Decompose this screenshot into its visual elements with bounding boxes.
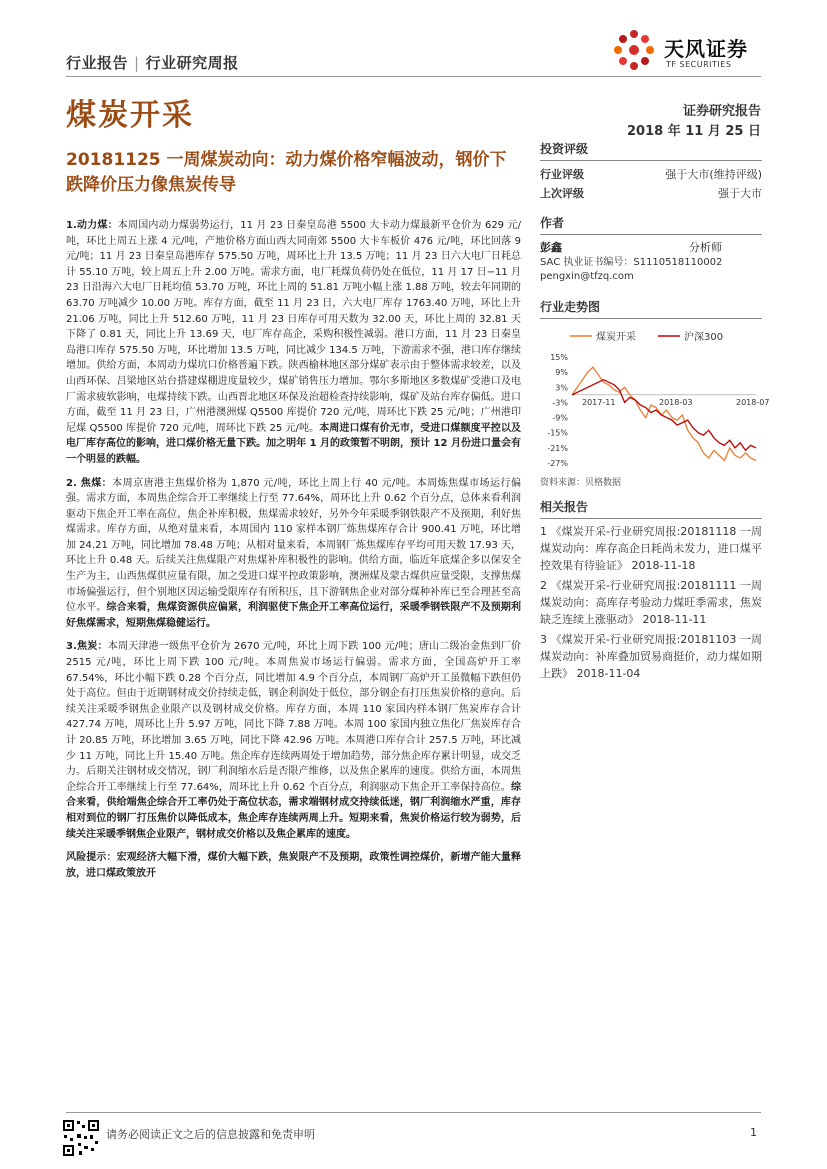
- author-certificate: SAC 执业证书编号：S1110518110002: [540, 257, 723, 268]
- report-type-left: 行业报告: [66, 54, 129, 72]
- risk-lead: 风险提示：: [66, 852, 117, 864]
- related-reports-header: 相关报告: [540, 498, 762, 519]
- report-type: [66, 52, 239, 73]
- main-content: [66, 218, 521, 889]
- industry-rating-value: 强于大市(维持评级): [665, 168, 762, 181]
- y-tick-label: 3%: [555, 383, 568, 393]
- thermal-coal-lead: 1.动力煤：: [66, 220, 118, 231]
- report-kind: 证券研究报告: [682, 104, 761, 119]
- report-type-right: 行业研究周报: [145, 54, 239, 72]
- y-tick-label: -3%: [552, 398, 568, 408]
- industry-rating-label: 行业评级: [540, 168, 584, 181]
- thermal-coal-paragraph: [66, 218, 521, 468]
- chart-header: 行业走势图: [540, 298, 762, 319]
- sector-title: 煤炭开采: [66, 98, 194, 133]
- y-tick-label: -21%: [547, 443, 568, 453]
- author-name: 彭鑫: [540, 241, 562, 254]
- previous-rating-value: 强于大市: [718, 187, 762, 200]
- author-header: 作者: [540, 214, 762, 235]
- x-tick-label: 2017-11: [582, 397, 616, 407]
- previous-rating-label: 上次评级: [540, 187, 584, 200]
- x-tick-label: 2018-07: [736, 397, 770, 407]
- coking-coal-paragraph: [66, 476, 521, 632]
- coking-coal-text: 本周京唐港主焦煤价格为 1,870 元/吨，环比上周上行 40 元/吨。本周炼焦煤市场运行偏强。需求方面，本周焦企综合开工率继续上行至 77.64%，周环比上升 0.62 个百分点，总体来看利润驱动下焦企开工率在高位，焦企补库积极，焦煤需求较好，另外今年采暖季钢铁限产不及预期，利好焦煤需求。库存方面，从绝对量来看，本周国内 110 家样本钢厂炼焦煤库存合计 900.41 万吨，环比增加 24.21 万吨，同比增加 78.48 万吨；从相对量来看，本周钢厂炼焦煤库存平均可用天数 17.93 天，环比上升 0.48 天。后续关注焦煤限产对焦煤补库积极性的影响。供给方面，临近年底煤企多以保安全生产为主，山西焦煤供应量有限，加之受进口煤平控政策影响，澳洲煤及蒙古煤供应量受限，支撑焦煤市场偏强运行，但个别地区因运输受限库存有所积压，且下游钢焦企业对部分煤种补库已至合理甚至高位水平。: [66, 477, 521, 614]
- tf-securities-logo: [612, 28, 772, 76]
- coking-coal-lead: 2. 焦煤：: [66, 477, 113, 489]
- coke-summary: 综合来看，供给端焦企综合开工率仍处于高位状态，需求端钢材成交持续低迷，钢厂利润缩水严重，库存相对到位的钢厂打压焦价以降低成本，焦企库存连续两周上升。短期来看，焦炭价格运行较为弱势，后续关注采暖季钢焦企业限产，钢材成交价格以及焦企累库的速度。: [66, 781, 521, 840]
- thermal-coal-text: 本周国内动力煤弱势运行，11 月 23 日秦皇岛港 5500 大卡动力煤最新平仓价为 629 元/吨，环比上周五上涨 4 元/吨，产地价格方面山西大同南郊 5500 大卡车板价 476 元/吨，环比回落 9 元/吨；11 月 23 日秦皇岛港库存 575.50 万吨，周环比上升 13.5 万吨；11 月 23 日六大电厂日耗总计 55.10 万吨，较上周五上升 2.00 万吨。需求方面，电厂耗煤负荷仍处在低位，11 月 17 日−11 月 23 日沿海六大电厂日耗均值 53.70 万吨，环比上周的 51.81 万吨小幅上涨 1.88 万吨，较去年同期的 63.70 万吨减少 10.00 万吨。库存方面，截至 11 月 23 日，六大电厂库存 1763.40 万吨，环比上升 21.06 万吨，同比上升 512.60 万吨，11 月 23 日库存可用天数为 32.00 天，环比上周的 32.81 天下降了 0.81 天，同比上升 13.69 天，电厂库存高企，采购积极性减弱。港口方面，11 月 23 日秦皇岛港口库存 575.50 万吨，环比增加 13.5 万吨，同比减少 134.5 万吨，下游需求不强，港口库存继续增加。供给方面，本周动力煤坑口价格普遍下跌。陕西榆林地区部分煤矿表示由于整体需求较差，以及山西环保、吕梁地区站台搭建煤棚进度量较少，煤矿销售压力增加。鄂尔多斯地区多数煤矿受港口及电厂需求疲软影响，电煤持续下跌。山西晋北地区环保及治超检查持续影响，煤矿及站台库存偏低。进口方面，截至 11 月 23 日，广州港澳洲煤 Q5500 库提价 720 元/吨，周环比下跌 25 元/吨；广州港印尼煤 Q5500 库提价 720 元/吨，周环比下跌 25 元/吨。: [66, 220, 522, 434]
- x-tick-label: 2018-03: [659, 397, 693, 407]
- coke-text: 本周天津港一级焦平仓价为 2670 元/吨，环比上周下跌 100 元/吨；唐山二级冶金焦到厂价 2515 元/吨，环比上周下跌 100 元/吨。本周焦炭市场运行偏弱。需求方面，全国高炉开工率 67.54%，环比小幅下跌 0.28 个百分点，同比增加 4.9 个百分点，本周钢厂高炉开工虽微幅下跌但仍处于高位。但由于近期钢材成交价持续走低，钢企利润处于低位，部分钢企有打压焦炭价格的意向。后续关注采暖季钢焦企业限产以及钢材成交价格。库存方面，本周 110 家国内样本钢厂焦炭库存合计 427.74 万吨，周环比上升 5.97 万吨，同比下降 7.88 万吨。本周 100 家国内独立焦化厂焦炭库存合计 20.85 万吨，环比增加 3.65 万吨，同比下降 42.96 万吨。本周港口库存合计 257.5 万吨，环比减少 11 万吨，同比上升 15.40 万吨。焦企库存连续两周处于增加趋势，部分焦企库存累计明显，成交乏力。后期关注钢材成交情况，钢厂利润缩水后是否限产维修，以及焦企累库的速度。供给方面，本周焦企综合开工率继续上行至 77.64%，周环比上升 0.62 个百分点，利润驱动下焦企开工率保持高位。: [66, 641, 521, 793]
- report-headline: 20181125 一周煤炭动向：动力煤价格窄幅波动，钢价下跌降价压力像焦炭传导: [66, 150, 507, 195]
- rating-header: 投资评级: [540, 140, 762, 161]
- series-line-csi300: [572, 380, 756, 451]
- rating-block: [540, 140, 762, 203]
- thermal-coal-summary: 本周进口煤有价无市，受进口煤额度平控以及电厂库存高位的影响，进口煤价格无量下跌。加之明年 1 月的政策暂不明朗，预计 12 月份进口量会有一个明显的跌幅。: [66, 422, 521, 465]
- legend-label: 沪深300: [684, 332, 724, 343]
- y-tick-label: -9%: [552, 413, 568, 423]
- coking-coal-summary: 综合来看，焦煤资源供应偏紧，利润驱使下焦企开工率高位运行，采暖季钢铁限产不及预期利好焦煤需求，短期焦煤稳健运行。: [66, 602, 522, 629]
- author-email[interactable]: pengxin@tfzq.com: [540, 271, 634, 282]
- coke-paragraph: [66, 639, 521, 842]
- y-tick-label: 9%: [555, 368, 568, 378]
- report-date: 2018 年 11 月 25 日: [627, 124, 761, 139]
- related-report-item[interactable]: 2 《煤炭开采-行业研究周报:20181111 一周煤炭动向：高库存考验动力煤旺季需求，焦炭缺乏连续上涨驱动》 2018-11-11: [540, 579, 762, 626]
- y-tick-label: -15%: [547, 428, 568, 438]
- risk-text: 宏观经济大幅下滑，煤价大幅下跌，焦炭限产不及预期，政策性调控煤价，新增产能大量释放，进口煤政策放开: [66, 852, 522, 879]
- legend-label: 煤炭开采: [596, 332, 636, 343]
- logo-name: 天风证券: [664, 37, 748, 61]
- qr-code-icon: [62, 1119, 100, 1157]
- y-tick-label: -27%: [547, 459, 568, 468]
- logo-subtitle: TF SECURITIES: [666, 60, 732, 69]
- coke-lead: 3.焦炭：: [66, 641, 108, 653]
- trend-chart-block: [540, 298, 770, 488]
- y-tick-label: 15%: [550, 353, 568, 362]
- logo-flower-icon: [612, 28, 656, 72]
- author-role: 分析师: [689, 241, 722, 254]
- related-reports-block: [540, 498, 762, 685]
- previous-rating-row: [540, 184, 762, 203]
- chart-source: 资料来源：贝格数据: [540, 478, 622, 488]
- top-divider: [66, 76, 761, 77]
- related-report-item[interactable]: 1 《煤炭开采-行业研究周报:20181118 一周煤炭动向：库存高企日耗尚未发力，进口煤平控效果有待验证》 2018-11-18: [540, 525, 762, 572]
- trend-chart: [540, 323, 770, 473]
- risk-paragraph: [66, 850, 521, 881]
- author-block: [540, 214, 762, 284]
- author-name-row: [540, 239, 762, 256]
- related-report-item[interactable]: 3 《煤炭开采-行业研究周报:20181103 一周煤炭动向：补库叠加贸易商挺价，动力煤如期上跌》 2018-11-04: [540, 633, 762, 680]
- page-number: 1: [750, 1126, 757, 1139]
- industry-rating-row: [540, 165, 762, 184]
- bottom-divider: [66, 1112, 761, 1113]
- report-type-separator: |: [134, 54, 140, 72]
- disclaimer-text: 请务必阅读正文之后的信息披露和免责申明: [106, 1128, 315, 1141]
